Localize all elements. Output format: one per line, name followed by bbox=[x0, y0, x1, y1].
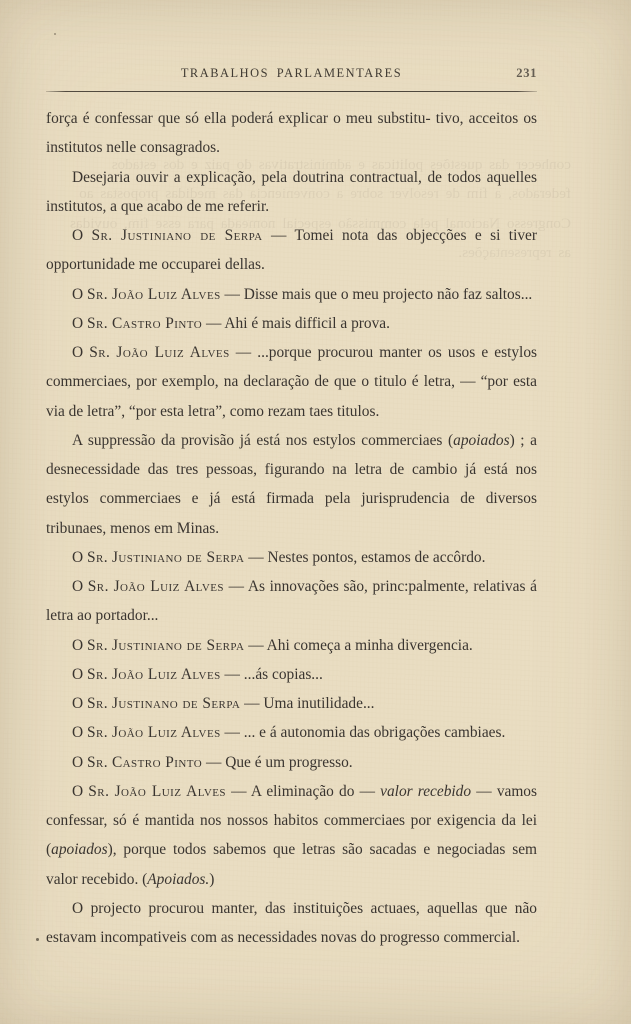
speech-lead: O bbox=[72, 695, 87, 712]
page-content-block bbox=[46, 0, 537, 1024]
speaker-honorific: Sr. bbox=[86, 636, 109, 654]
em-dash: — bbox=[244, 548, 268, 566]
speech-paragraph bbox=[46, 777, 537, 894]
em-dash: — bbox=[226, 782, 251, 800]
speech-lead: O bbox=[72, 578, 88, 595]
running-head-title: TRABALHOS PARLAMENTARES bbox=[180, 66, 403, 80]
speech-lead: O bbox=[72, 636, 87, 654]
paragraph bbox=[46, 426, 537, 543]
speaker-name: João Luiz Alves bbox=[113, 578, 224, 595]
speech-lead: O bbox=[72, 665, 87, 683]
text-run: O projecto procurou manter, das instituições actuaes, aquellas que não estavam incompativeis com as necessidades novas do progresso commercial. bbox=[46, 899, 537, 946]
speech-lead: O bbox=[72, 548, 87, 566]
speaker-honorific: Sr. bbox=[89, 344, 111, 361]
em-dash: — bbox=[262, 227, 295, 244]
speaker-name: João Luiz Alves bbox=[116, 344, 230, 361]
speech-text: Ahi começa a minha divergencia. bbox=[266, 636, 473, 654]
em-dash: — bbox=[220, 665, 244, 683]
paragraph bbox=[46, 163, 537, 222]
italic-interjection: Apoiados. bbox=[147, 870, 210, 888]
speech-paragraph bbox=[46, 338, 537, 426]
ink-speck-margin bbox=[36, 938, 39, 941]
speech-text: Tomei nota das objecções e si tiver opportunidade me occuparei dellas. bbox=[46, 227, 537, 274]
speech-text: ...porque procurou manter os usos e estylos commerciaes, por exemplo, na declaração de que o titulo é letra, — “por esta via de letra”, “por esta letra”, como rezam taes titulos. bbox=[46, 344, 538, 420]
speech-paragraph bbox=[46, 572, 537, 631]
em-dash: — bbox=[229, 344, 258, 361]
speech-paragraph bbox=[46, 748, 537, 777]
em-dash: — bbox=[202, 753, 226, 771]
speech-text: ) bbox=[209, 870, 215, 888]
speaker-name: Justiniano de Serpa bbox=[111, 548, 245, 566]
speech-text: ...ás copias... bbox=[243, 665, 323, 683]
em-dash: — bbox=[223, 578, 248, 595]
speech-lead: O bbox=[72, 227, 92, 244]
speech-text: Nestes pontos, estamos de accôrdo. bbox=[267, 548, 486, 566]
speaker-honorific: Sr. bbox=[86, 314, 109, 332]
speech-text: A eliminação do — bbox=[250, 782, 381, 800]
speaker-name: Castro Pinto bbox=[111, 314, 203, 332]
text-run: ) ; a desnecessidade das tres pessoas, figurando na letra de cambio já está nos estylos commerciaes e já está firmada pela jurisprudencia de diversos tribunaes, menos em Minas. bbox=[46, 431, 537, 537]
speaker-honorific: Sr. bbox=[86, 548, 109, 566]
speaker-name: Justiniano de Serpa bbox=[121, 227, 263, 244]
speech-lead: O bbox=[72, 285, 87, 303]
speech-paragraph bbox=[46, 689, 537, 718]
speech-text: Ahi é mais difficil a prova. bbox=[224, 314, 390, 332]
paragraph-continuation bbox=[46, 104, 537, 163]
speech-paragraph bbox=[46, 660, 537, 689]
speaker-name: João Luiz Alves bbox=[111, 285, 221, 303]
speaker-name: Castro Pinto bbox=[111, 753, 203, 771]
header-rule bbox=[46, 91, 537, 92]
speech-text: Que é um progresso. bbox=[225, 753, 353, 771]
paragraph bbox=[46, 894, 537, 953]
speech-text: Uma inutilidade... bbox=[263, 695, 375, 712]
italic-interjection: apoiados bbox=[51, 841, 108, 859]
verso-show-through: conhecer das questões politicas e administrativas do paiz e dos estados federados, a fim de resolver sobre a conveniencia das medidas propostas ao Congresso Nacional pela commissão especial nomeada para esse fim, ouvidas as representações. bbox=[69, 156, 571, 261]
speaker-honorific: Sr. bbox=[88, 782, 110, 800]
speaker-name: João Luiz Alves bbox=[111, 665, 221, 683]
speaker-honorific: Sr. bbox=[86, 753, 109, 771]
speech-paragraph bbox=[46, 718, 537, 747]
speech-text: — vamos confessar, só é mantida nos nossos habitos commerciaes por exigencia da lei ( bbox=[46, 782, 537, 859]
ink-speck-top bbox=[54, 33, 56, 35]
speech-paragraph bbox=[46, 280, 537, 309]
page-number: 231 bbox=[516, 66, 537, 80]
body-text bbox=[46, 104, 537, 952]
speech-paragraph bbox=[46, 631, 537, 660]
speaker-name: Justinano de Serpa bbox=[111, 695, 241, 712]
running-head bbox=[46, 66, 537, 88]
speaker-honorific: Sr. bbox=[86, 665, 109, 683]
speech-paragraph bbox=[46, 221, 537, 280]
text-run: tivo, acceitos os institutos nelle consagrados. bbox=[46, 110, 538, 157]
em-dash: — bbox=[220, 724, 244, 742]
italic-interjection: apoiados bbox=[453, 431, 510, 449]
speech-text: As innovações são, princ:palmente, relativas á letra ao portador... bbox=[46, 578, 537, 625]
em-dash: — bbox=[220, 285, 244, 303]
text-run: Desejaria ouvir a explicação, pela doutrina contractual, de todos aquelles institutos, a que acabo de me referir. bbox=[46, 168, 537, 215]
speech-text: Disse mais que o meu projecto não faz saltos... bbox=[243, 285, 533, 303]
speaker-name: João Luiz Alves bbox=[114, 782, 226, 800]
em-dash: — bbox=[202, 314, 225, 332]
speaker-honorific: Sr. bbox=[87, 578, 109, 595]
speech-paragraph bbox=[46, 543, 537, 572]
speech-lead: O bbox=[72, 782, 89, 800]
speaker-honorific: Sr. bbox=[86, 285, 109, 303]
italic-term: valor recebido bbox=[380, 782, 472, 800]
text-run: força é confessar que só ella poderá explicar o meu substitu- bbox=[46, 110, 431, 127]
em-dash: — bbox=[240, 695, 264, 712]
speech-lead: O bbox=[72, 314, 87, 332]
speaker-name: Justiniano de Serpa bbox=[111, 636, 245, 654]
speech-lead: O bbox=[72, 753, 87, 771]
speech-lead: O bbox=[72, 344, 90, 361]
speaker-honorific: Sr. bbox=[86, 724, 109, 742]
em-dash: — bbox=[244, 636, 267, 654]
text-run: A suppressão da provisão já está nos estylos commerciaes ( bbox=[72, 431, 454, 449]
speaker-name: João Luiz Alves bbox=[111, 724, 221, 742]
speaker-honorific: Sr. bbox=[91, 227, 113, 244]
speech-lead: O bbox=[72, 724, 87, 742]
speaker-honorific: Sr. bbox=[86, 695, 109, 712]
speech-text: ), porque todos sabemos que letras são sacadas e negociadas sem valor recebido. ( bbox=[46, 841, 537, 888]
speech-text: ... e á autonomia das obrigações cambiaes. bbox=[243, 724, 506, 742]
speech-paragraph bbox=[46, 309, 537, 338]
